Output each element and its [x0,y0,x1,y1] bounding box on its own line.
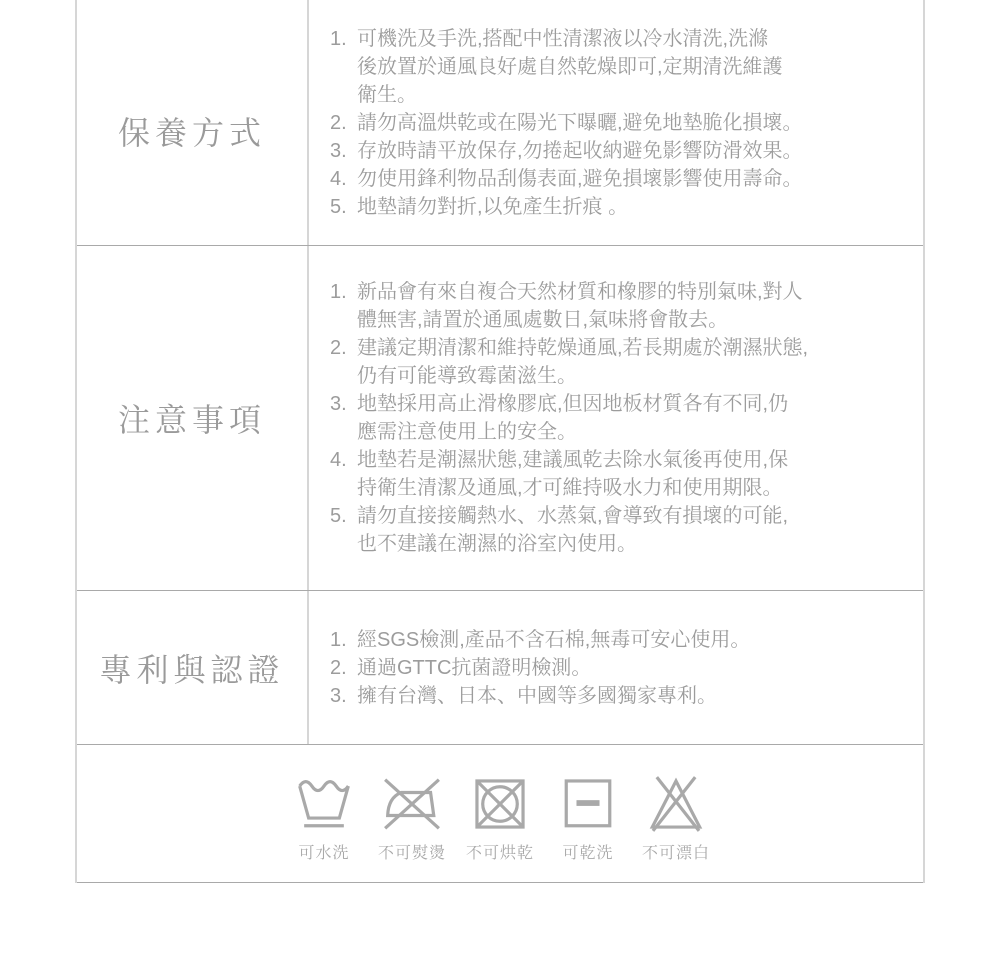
list-item-text: 經SGS檢測,產品不含石棉,無毒可安心使用。 [357,628,751,651]
dry-clean-icon [556,772,620,836]
list-item [330,278,808,334]
list-item-text: 存放時請平放保存,勿捲起收納避免影響防滑效果。 [357,139,803,162]
list-item-text: 地墊採用高止滑橡膠底,但因地板材質各有不同,仍 應需注意使用上的安全。 [357,393,789,443]
laundry-care-icons-row [77,745,923,883]
list-item [330,25,803,109]
list-item-number: 2. [330,337,347,359]
product-info-table [75,0,925,883]
list-item-text: 請勿高溫烘乾或在陽光下曝曬,避免地墊脆化損壞。 [357,111,803,134]
care-icon-item [642,772,711,863]
list-item [330,654,750,682]
care-instructions-list [330,25,803,221]
list-item-number: 3. [330,393,347,415]
machine-washable-icon [292,772,356,836]
list-item-number: 4. [330,449,347,471]
section-row-care-instructions [77,0,923,246]
patents-list [330,626,750,710]
list-item-number: 1. [330,628,347,651]
list-item [330,137,803,165]
list-item [330,446,808,502]
list-item-number: 5. [330,195,347,218]
list-item-text: 地墊若是潮濕狀態,建議風乾去除水氣後再使用,保 持衛生清潔及通風,才可維持吸水力和使用期限。 [357,449,789,499]
list-item-text: 勿使用鋒利物品刮傷表面,避免損壞影響使用壽命。 [357,167,803,190]
section-row-precautions [77,246,923,591]
care-icon-label: 可水洗 [298,845,350,862]
list-item-text: 可機洗及手洗,搭配中性清潔液以冷水清洗,洗滌 後放置於通風良好處自然乾燥即可,定期清洗維護 衛生。 [357,27,783,106]
precautions-list [330,278,808,558]
care-icon-label: 不可漂白 [642,845,711,862]
do-not-iron-icon [380,772,444,836]
do-not-bleach-icon [644,772,708,836]
do-not-tumble-dry-icon [468,772,532,836]
list-item [330,626,750,654]
list-item [330,109,803,137]
list-item [330,193,803,221]
list-item [330,334,808,390]
section-title-cell [77,591,309,744]
list-item-text: 新品會有來自複合天然材質和橡膠的特別氣味,對人 體無害,請置於通風處數日,氣味將會散去。 [357,281,803,331]
section-title-precautions: 注意事項 [117,402,266,438]
list-item [330,390,808,446]
section-row-patents [77,591,923,745]
care-icon-label: 不可烘乾 [466,845,535,862]
list-item-text: 建議定期清潔和維持乾燥通風,若長期處於潮濕狀態, 仍有可能導致霉菌滋生。 [357,337,809,387]
list-item-number: 2. [330,111,347,134]
list-item [330,502,808,558]
section-content-cell [309,246,923,590]
list-item-text: 擁有台灣、日本、中國等多國獨家專利。 [357,684,717,707]
list-item-number: 3. [330,684,347,707]
list-item-number: 1. [330,281,347,303]
list-item [330,682,750,710]
list-item-number: 4. [330,167,347,190]
section-title-care: 保養方式 [117,114,266,151]
list-item-text: 地墊請勿對折,以免產生折痕 。 [357,195,629,218]
section-title-cell [77,0,309,245]
list-item-text: 通過GTTC抗菌證明檢測。 [357,656,592,679]
care-icon-item [292,772,356,863]
list-item-text: 請勿直接接觸熱水、水蒸氣,會導致有損壞的可能, 也不建議在潮濕的浴室內使用。 [357,505,789,555]
section-content-cell [309,591,923,744]
care-icon-item [556,772,620,863]
list-item-number: 5. [330,505,347,527]
list-item [330,165,803,193]
care-icon-label: 可乾洗 [562,845,614,862]
section-title-patents: 專利與認證 [99,651,285,688]
list-item-number: 3. [330,139,347,162]
list-item-number: 1. [330,27,347,50]
care-icon-item [378,772,447,863]
section-content-cell [309,0,923,245]
section-title-cell [77,246,309,590]
list-item-number: 2. [330,656,347,679]
care-icon-label: 不可熨燙 [378,845,447,862]
care-icon-item [466,772,535,863]
